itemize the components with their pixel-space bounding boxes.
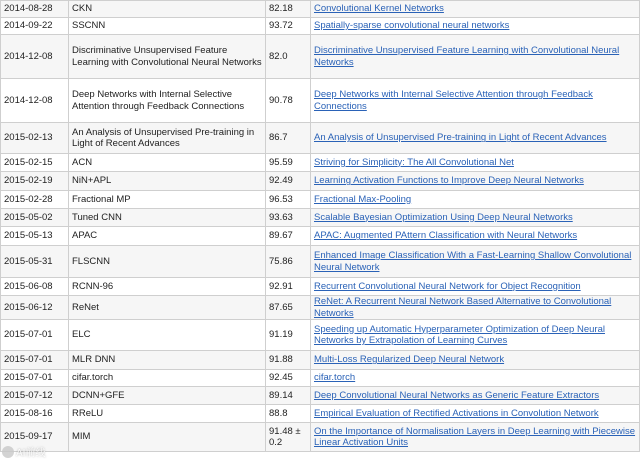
table-row	[1, 246, 640, 278]
date-cell: 2014-08-28	[1, 1, 69, 18]
result-cell: 87.65	[266, 296, 311, 320]
paper-cell	[311, 35, 640, 79]
paper-link[interactable]: Deep Convolutional Neural Networks as Generic Feature Extractors	[314, 389, 600, 401]
method-cell: APAC	[69, 227, 266, 246]
result-cell: 91.48 ± 0.2	[266, 423, 311, 452]
method-cell: NiN+APL	[69, 172, 266, 191]
table-row	[1, 79, 640, 123]
table-row	[1, 296, 640, 320]
table-row	[1, 35, 640, 79]
paper-link[interactable]: Deep Networks with Internal Selective Attention through Feedback Connections	[314, 89, 593, 112]
paper-link[interactable]: Multi-Loss Regularized Deep Neural Network	[314, 354, 505, 366]
paper-cell	[311, 154, 640, 172]
result-cell: 96.53	[266, 191, 311, 209]
method-cell: MIM	[69, 423, 266, 452]
table-row	[1, 209, 640, 227]
method-cell: FLSCNN	[69, 246, 266, 278]
paper-cell	[311, 209, 640, 227]
paper-link[interactable]: Fractional Max-Pooling	[314, 193, 412, 205]
table-row	[1, 351, 640, 370]
result-cell: 92.49	[266, 172, 311, 191]
paper-cell	[311, 18, 640, 35]
table-row	[1, 18, 640, 35]
result-cell: 89.14	[266, 387, 311, 405]
paper-cell	[311, 296, 640, 320]
paper-link[interactable]: Enhanced Image Classification With a Fast-Learning Shallow Convolutional Neural Network	[314, 250, 632, 273]
results-table-body	[1, 1, 640, 452]
paper-cell	[311, 405, 640, 423]
paper-cell	[311, 79, 640, 123]
date-cell: 2015-07-01	[1, 370, 69, 387]
date-cell: 2015-07-12	[1, 387, 69, 405]
table-row	[1, 1, 640, 18]
paper-link[interactable]: Discriminative Unsupervised Feature Learning with Convolutional Neural Networks	[314, 45, 620, 68]
table-row	[1, 123, 640, 154]
result-cell: 88.8	[266, 405, 311, 423]
date-cell: 2015-02-15	[1, 154, 69, 172]
method-cell: Discriminative Unsupervised Feature Learning with Convolutional Neural Networks	[69, 35, 266, 79]
result-cell: 92.45	[266, 370, 311, 387]
table-row	[1, 154, 640, 172]
result-cell: 75.86	[266, 246, 311, 278]
watermark-text: AI前线	[16, 448, 46, 459]
result-cell: 90.78	[266, 79, 311, 123]
result-cell: 93.72	[266, 18, 311, 35]
method-cell: SSCNN	[69, 18, 266, 35]
paper-cell	[311, 370, 640, 387]
method-cell: ELC	[69, 320, 266, 351]
table-row	[1, 320, 640, 351]
paper-link[interactable]: Striving for Simplicity: The All Convolutional Net	[314, 156, 514, 168]
date-cell: 2015-07-01	[1, 351, 69, 370]
date-cell: 2015-05-31	[1, 246, 69, 278]
table-row	[1, 191, 640, 209]
date-cell: 2015-02-13	[1, 123, 69, 154]
paper-cell	[311, 351, 640, 370]
date-cell: 2015-05-13	[1, 227, 69, 246]
method-cell: RCNN-96	[69, 278, 266, 296]
result-cell: 86.7	[266, 123, 311, 154]
paper-cell	[311, 278, 640, 296]
method-cell: CKN	[69, 1, 266, 18]
result-cell: 91.88	[266, 351, 311, 370]
paper-link[interactable]: Empirical Evaluation of Rectified Activations in Convolution Network	[314, 407, 599, 419]
result-cell: 92.91	[266, 278, 311, 296]
paper-cell	[311, 227, 640, 246]
paper-cell	[311, 320, 640, 351]
paper-cell	[311, 172, 640, 191]
paper-link[interactable]: Spatially-sparse convolutional neural networks	[314, 20, 510, 32]
method-cell: Tuned CNN	[69, 209, 266, 227]
method-cell: MLR DNN	[69, 351, 266, 370]
paper-link[interactable]: Convolutional Kernel Networks	[314, 3, 444, 15]
paper-link[interactable]: APAC: Augmented PAttern Classification with Neural Networks	[314, 230, 578, 242]
paper-cell	[311, 246, 640, 278]
date-cell: 2015-09-17	[1, 423, 69, 452]
table-row	[1, 278, 640, 296]
paper-link[interactable]: cifar.torch	[314, 372, 356, 384]
result-cell: 82.0	[266, 35, 311, 79]
paper-cell	[311, 423, 640, 452]
paper-cell	[311, 1, 640, 18]
method-cell: Fractional MP	[69, 191, 266, 209]
table-row	[1, 405, 640, 423]
paper-cell	[311, 387, 640, 405]
date-cell: 2014-09-22	[1, 18, 69, 35]
date-cell: 2015-02-19	[1, 172, 69, 191]
paper-link[interactable]: On the Importance of Normalisation Layers in Deep Learning with Piecewise Linear Activation Units	[314, 425, 636, 448]
result-cell: 95.59	[266, 154, 311, 172]
method-cell: ReNet	[69, 296, 266, 320]
method-cell: ACN	[69, 154, 266, 172]
table-row	[1, 423, 640, 452]
table-row	[1, 370, 640, 387]
wechat-icon	[2, 446, 14, 458]
date-cell: 2014-12-08	[1, 79, 69, 123]
table-row	[1, 227, 640, 246]
date-cell: 2015-08-16	[1, 405, 69, 423]
method-cell: cifar.torch	[69, 370, 266, 387]
result-cell: 89.67	[266, 227, 311, 246]
paper-link[interactable]: Learning Activation Functions to Improve Deep Neural Networks	[314, 175, 584, 187]
date-cell: 2015-06-08	[1, 278, 69, 296]
method-cell: An Analysis of Unsupervised Pre-training in Light of Recent Advances	[69, 123, 266, 154]
watermark	[2, 444, 45, 459]
result-cell: 93.63	[266, 209, 311, 227]
paper-cell	[311, 123, 640, 154]
method-cell: Deep Networks with Internal Selective Attention through Feedback Connections	[69, 79, 266, 123]
paper-link[interactable]: Recurrent Convolutional Neural Network for Object Recognition	[314, 280, 581, 292]
method-cell: DCNN+GFE	[69, 387, 266, 405]
method-cell: RReLU	[69, 405, 266, 423]
paper-link[interactable]: Scalable Bayesian Optimization Using Deep Neural Networks	[314, 211, 573, 223]
date-cell: 2014-12-08	[1, 35, 69, 79]
paper-link[interactable]: Speeding up Automatic Hyperparameter Optimization of Deep Neural Networks by Extrapolation of Learning Curves	[314, 323, 605, 346]
result-cell: 91.19	[266, 320, 311, 351]
paper-link[interactable]: An Analysis of Unsupervised Pre-training in Light of Recent Advances	[314, 132, 607, 144]
date-cell: 2015-07-01	[1, 320, 69, 351]
paper-cell	[311, 191, 640, 209]
date-cell: 2015-06-12	[1, 296, 69, 320]
paper-link[interactable]: ReNet: A Recurrent Neural Network Based Alternative to Convolutional Networks	[314, 296, 612, 319]
result-cell: 82.18	[266, 1, 311, 18]
date-cell: 2015-05-02	[1, 209, 69, 227]
table-row	[1, 172, 640, 191]
date-cell: 2015-02-28	[1, 191, 69, 209]
table-row	[1, 387, 640, 405]
